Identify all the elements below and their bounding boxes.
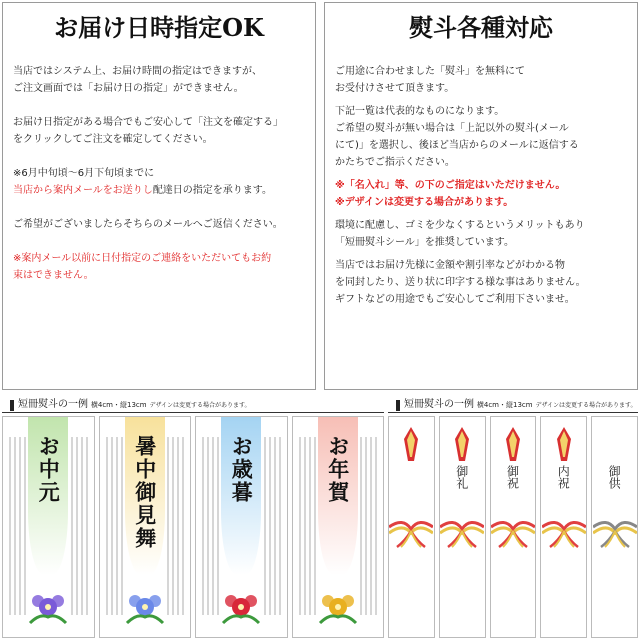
noshi-text: 当店ではお届け先様に金額や割引率などがわかる物 [335, 260, 565, 271]
noshi-text: ご希望の熨斗が無い場合は「上記以外の熨斗(メール [335, 123, 569, 134]
noshi-cards [388, 416, 638, 638]
tanzaku-card [2, 416, 95, 638]
card-fine-text [264, 437, 281, 615]
noshi-warning: ※「名入れ」等、の下のご指定はいただけません。 [335, 180, 566, 191]
flower-icon [219, 587, 263, 631]
card-fine-text [106, 437, 123, 615]
flower-icon [26, 587, 70, 631]
card-fine-text [299, 437, 316, 615]
flower-icon [123, 587, 167, 631]
noshi-card [439, 416, 486, 638]
delivery-warning: 束はできません。 [13, 270, 94, 281]
mizuhiki-knot-icon [542, 513, 586, 553]
delivery-text: ご希望がございましたらそちらのメールへご返信ください。 [13, 219, 283, 230]
noshi-label: 御祝 [505, 465, 520, 489]
noshi-label: 御礼 [454, 465, 469, 489]
noshi-text: お受付けさせて頂きます。 [335, 83, 455, 94]
tanzaku-card [195, 416, 288, 638]
mizuhiki-knot-icon [440, 513, 484, 553]
noshi-label: 御供 [607, 465, 622, 489]
strip-size-note: 横4cm・縦13cm [476, 401, 533, 409]
noshi-text: ギフトなどの用途でもご安心してご利用下さいませ。 [335, 294, 575, 305]
strip-design-note: デザインは変更する場合があります。 [149, 402, 251, 409]
noshi-text: にて)」を選択し、後ほど当店からのメールに返信する [335, 140, 579, 151]
card-title: お歳暮 [229, 435, 255, 504]
delivery-date-body [13, 63, 307, 301]
mizuhiki-knot-icon [389, 513, 433, 553]
card-fine-text [71, 437, 88, 615]
mizuhiki-knot-icon [593, 513, 637, 553]
delivery-date-title: お届け日時指定OK [54, 13, 264, 42]
strip-label: 短冊熨斗の一例 [18, 399, 88, 410]
noshi-text: かたちでご指示ください。 [335, 157, 455, 168]
tanzaku-examples-noshi [388, 398, 638, 638]
noshi-title: 熨斗各種対応 [409, 13, 553, 42]
tanzaku-examples-seasonal [2, 398, 384, 638]
noshi-text: 「短冊熨斗シール」を推奨しています。 [335, 237, 514, 248]
delivery-text: ご注文画面では「お届け日の指定」ができません。 [13, 83, 244, 94]
strip-header [388, 398, 638, 413]
card-title: お年賀 [325, 435, 351, 504]
delivery-text: をクリックしてご注文を確定してください。 [13, 134, 213, 145]
card-fine-text [202, 437, 219, 615]
card-title: 暑中御見舞 [132, 435, 158, 550]
delivery-notice-red: 当店から案内メールをお送りし [13, 185, 153, 196]
card-fine-text [167, 437, 184, 615]
noshi-card [591, 416, 638, 638]
noshi-ornament-icon [506, 427, 520, 465]
noshi-text: ご用途に合わせました「熨斗」を無料にて [335, 66, 525, 77]
noshi-card [388, 416, 435, 638]
header-bar-icon [10, 400, 14, 411]
tanzaku-card [99, 416, 192, 638]
noshi-text: を同封したり、送り状に印字する様な事はありません。 [335, 277, 586, 288]
strip-size-note: 横4cm・縦13cm [90, 401, 147, 409]
card-fine-text [9, 437, 26, 615]
noshi-ornament-icon [404, 427, 418, 465]
noshi-text: 下記一覧は代表的なものになります。 [335, 106, 505, 117]
noshi-ornament-icon [455, 427, 469, 465]
delivery-warning: ※案内メール以前に日付指定のご連絡をいただいてもお約 [13, 253, 272, 264]
noshi-warning: ※デザインは変更する場合があります。 [335, 197, 514, 208]
noshi-card [490, 416, 537, 638]
delivery-text: ※6月中旬頃～6月下旬頃までに [13, 168, 155, 179]
delivery-date-panel [2, 2, 316, 390]
noshi-ornament-icon [557, 427, 571, 465]
flower-icon [316, 587, 360, 631]
strip-design-note: デザインは変更する場合があります。 [535, 402, 637, 409]
tanzaku-cards [2, 416, 384, 638]
delivery-text: お届け日指定がある場合でもご安心して「注文を確定する」 [13, 117, 283, 128]
tanzaku-card [292, 416, 385, 638]
delivery-text: 配達日の指定を承ります。 [152, 185, 273, 196]
strip-label: 短冊熨斗の一例 [404, 399, 474, 410]
noshi-panel [324, 2, 638, 390]
noshi-card [540, 416, 587, 638]
header-bar-icon [396, 400, 400, 411]
noshi-body [335, 63, 629, 314]
delivery-text: 当店ではシステム上、お届け時間の指定はできますが、 [13, 66, 262, 77]
noshi-text: 環境に配慮し、ゴミを少なくするというメリットもあり [335, 220, 585, 231]
strip-header [2, 398, 384, 413]
mizuhiki-knot-icon [491, 513, 535, 553]
noshi-label: 内祝 [556, 465, 571, 489]
card-title: お中元 [36, 435, 62, 504]
card-fine-text [360, 437, 377, 615]
